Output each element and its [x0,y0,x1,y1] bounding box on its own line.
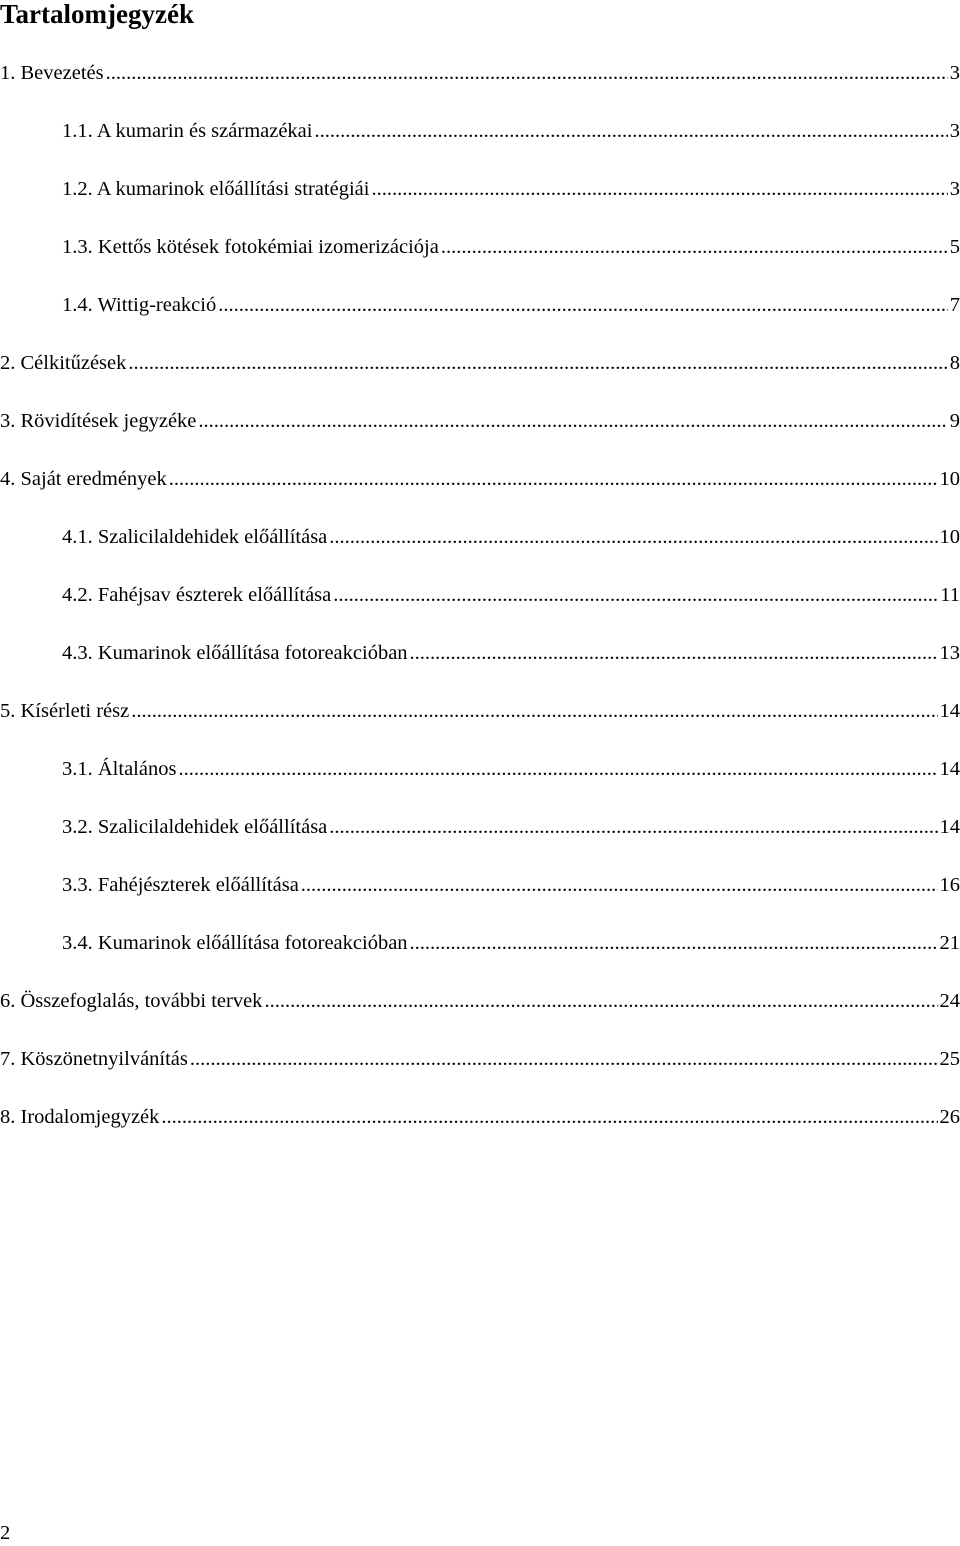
toc-leader-dots [169,464,938,494]
toc-leader-dots [441,232,948,262]
toc-page-number: 10 [939,526,960,548]
toc-page-number: 11 [940,584,960,606]
toc-entry-roviditesek-jegyzeke[interactable] [0,406,960,436]
toc-leader-dots [218,290,948,320]
toc-entry-sajat-eredmenyek[interactable] [0,464,960,494]
toc-page-number: 14 [939,816,960,838]
toc-entry-kumarinok-fotoreakcio-4-3[interactable] [0,638,960,668]
toc-page-number: 9 [949,410,960,432]
toc-entry-text: 1. Bevezetés [0,62,104,84]
toc-page-number: 14 [939,700,960,722]
toc-page-number: 3 [949,120,960,142]
toc-entry-text: 3. Rövidítések jegyzéke [0,410,197,432]
toc-entry-text: 4.2. Fahéjsav észterek előállítása [62,584,332,606]
toc-entry-text: 2. Célkitűzések [0,352,127,374]
toc-entry-koszonetnyilvanitas[interactable] [0,1044,960,1074]
toc-leader-dots [410,638,938,668]
toc-entry-text: 7. Köszönetnyilvánítás [0,1048,188,1070]
toc-page-number: 14 [939,758,960,780]
toc-page-number: 7 [949,294,960,316]
toc-entry-bevezetes[interactable] [0,58,960,88]
toc-entry-text: 4.1. Szalicilaldehidek előállítása [62,526,328,548]
toc-leader-dots [190,1044,938,1074]
toc-entry-text: 8. Irodalomjegyzék [0,1106,160,1128]
toc-entry-text: 1.3. Kettős kötések fotokémiai izomerizációja [62,236,439,258]
toc-entry-text: 5. Kísérleti rész [0,700,130,722]
toc-entry-celkituzesek[interactable] [0,348,960,378]
toc-leader-dots [329,522,937,552]
toc-entry-text: 1.4. Wittig-reakció [62,294,217,316]
toc-leader-dots [128,348,947,378]
toc-entry-kiserleti-resz[interactable] [0,696,960,726]
toc-entry-altalanos[interactable] [0,754,960,784]
toc-leader-dots [329,812,937,842]
toc-entry-osszefoglalas[interactable] [0,986,960,1016]
toc-page-number: 24 [939,990,960,1012]
toc-leader-dots [314,116,947,146]
toc-page-number: 13 [939,642,960,664]
toc-leader-dots [333,580,938,610]
toc-leader-dots [178,754,937,784]
toc-entry-text: 1.2. A kumarinok előállítási stratégiái [62,178,370,200]
toc-leader-dots [131,696,937,726]
toc-entry-kumarinok-fotoreakcio-3-4[interactable] [0,928,960,958]
page-title: Tartalomjegyzék [0,0,194,29]
toc-entry-text: 6. Összefoglalás, további tervek [0,990,263,1012]
page-number: 2 [0,1522,11,1544]
toc-page-number: 21 [939,932,960,954]
toc-page-number: 3 [949,178,960,200]
toc-entry-text: 4. Saját eredmények [0,468,167,490]
toc-page-number: 26 [939,1106,960,1128]
toc-entry-text: 4.3. Kumarinok előállítása fotoreakcióban [62,642,408,664]
toc-entry-kumarin-es-szarmazekai[interactable] [0,116,960,146]
toc-leader-dots [161,1102,937,1132]
toc-leader-dots [410,928,938,958]
toc-leader-dots [264,986,937,1016]
toc-leader-dots [106,58,948,88]
toc-entry-irodalomjegyzek[interactable] [0,1102,960,1132]
toc-leader-dots [198,406,947,436]
toc-leader-dots [301,870,938,900]
toc-entry-text: 3.3. Fahéjészterek előállítása [62,874,299,896]
toc-entry-wittig-reakcio[interactable] [0,290,960,320]
toc-leader-dots [371,174,947,204]
toc-entry-fahejsav-eszterek[interactable] [0,580,960,610]
toc-page-number: 25 [939,1048,960,1070]
toc-entry-text: 3.4. Kumarinok előállítása fotoreakcióban [62,932,408,954]
toc-page-number: 8 [949,352,960,374]
toc-entry-szalicilaldehidek-3-2[interactable] [0,812,960,842]
toc-entry-eloallitasi-strategiai[interactable] [0,174,960,204]
toc-entry-kettos-kotesek[interactable] [0,232,960,262]
toc-entry-text: 3.2. Szalicilaldehidek előállítása [62,816,328,838]
toc-page-number: 10 [939,468,960,490]
toc-page-number: 5 [949,236,960,258]
toc-page-number: 16 [939,874,960,896]
toc-entry-text: 3.1. Általános [62,758,177,780]
toc-entry-szalicilaldehidek-4-1[interactable] [0,522,960,552]
toc-page-number: 3 [949,62,960,84]
toc-entry-fahejeszterek[interactable] [0,870,960,900]
toc-entry-text: 1.1. A kumarin és származékai [62,120,313,142]
